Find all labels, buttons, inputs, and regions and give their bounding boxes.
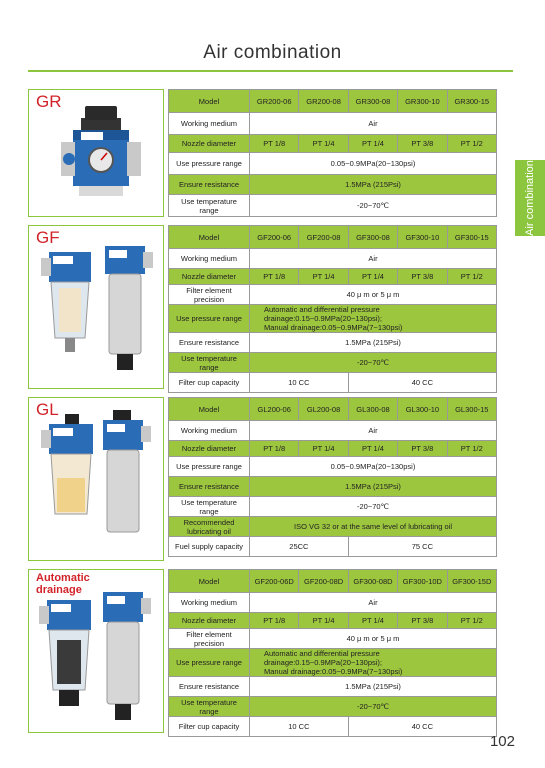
row-label: Recommended lubricating oil bbox=[169, 517, 250, 537]
header-cell: GF300-15D bbox=[447, 570, 496, 593]
row-label: Working medium bbox=[169, 593, 250, 613]
title-rule bbox=[28, 70, 513, 72]
table-row bbox=[169, 457, 497, 477]
row-label: Use pressure range bbox=[169, 305, 250, 333]
section-gf bbox=[28, 225, 497, 389]
table-row bbox=[169, 593, 497, 613]
row-label: Nozzle diameter bbox=[169, 135, 250, 153]
header-cell: GR300-08 bbox=[348, 90, 397, 113]
table-row bbox=[169, 373, 497, 393]
header-cell: GL300-10 bbox=[398, 398, 447, 421]
header-cell: GR300-15 bbox=[447, 90, 496, 113]
product-image-box bbox=[28, 225, 164, 389]
row-value: PT 1/8 bbox=[250, 269, 299, 285]
table-row bbox=[169, 353, 497, 373]
header-cell: GL300-15 bbox=[447, 398, 496, 421]
row-label: Nozzle diameter bbox=[169, 269, 250, 285]
row-value: PT 1/2 bbox=[447, 613, 496, 629]
product-label-gr: GR bbox=[36, 92, 62, 111]
label-line: Automatic bbox=[36, 572, 90, 584]
row-value: -20~70℃ bbox=[250, 697, 497, 717]
pressure-line-manual: Manual drainage:0.05~0.9MPa(7~130psi) bbox=[264, 667, 403, 676]
row-value: PT 1/8 bbox=[250, 441, 299, 457]
header-cell: GF300-10D bbox=[398, 570, 447, 593]
row-value: 40 μ m or 5 μ m bbox=[250, 629, 497, 649]
row-value: PT 1/2 bbox=[447, 441, 496, 457]
row-value: 1.5MPa (215Psi) bbox=[250, 477, 497, 497]
row-value bbox=[250, 305, 497, 333]
row-label: Use temperature range bbox=[169, 195, 250, 217]
row-value: 0.05~0.9MPa(20~130psi) bbox=[250, 457, 497, 477]
table-row bbox=[169, 269, 497, 285]
table-header-row bbox=[169, 90, 497, 113]
row-label: Working medium bbox=[169, 249, 250, 269]
row-label: Filter cup capacity bbox=[169, 373, 250, 393]
row-value: Air bbox=[250, 249, 497, 269]
section-gl bbox=[28, 397, 497, 561]
row-value: PT 1/4 bbox=[348, 613, 397, 629]
table-row bbox=[169, 285, 497, 305]
row-value: Air bbox=[250, 593, 497, 613]
table-row bbox=[169, 333, 497, 353]
row-value: PT 1/4 bbox=[299, 613, 348, 629]
header-cell: GF200-08 bbox=[299, 226, 348, 249]
table-row bbox=[169, 497, 497, 517]
table-row bbox=[169, 677, 497, 697]
row-value: PT 1/4 bbox=[299, 135, 348, 153]
row-value: 1.5MPa (215Psi) bbox=[250, 677, 497, 697]
table-row bbox=[169, 649, 497, 677]
header-cell: GF200-06D bbox=[250, 570, 299, 593]
row-label: Ensure resistance bbox=[169, 677, 250, 697]
table-row bbox=[169, 441, 497, 457]
row-value: PT 1/4 bbox=[348, 135, 397, 153]
header-cell: Model bbox=[169, 570, 250, 593]
row-value: 75 CC bbox=[348, 537, 496, 557]
row-value: PT 1/4 bbox=[348, 269, 397, 285]
pressure-line-automatic: Automatic and differential pressure drainage:0.15~0.9MPa(20~130psi); bbox=[264, 649, 383, 667]
row-value: PT 3/8 bbox=[398, 613, 447, 629]
label-line: drainage bbox=[36, 584, 82, 596]
section-automatic-drainage bbox=[28, 569, 497, 733]
row-label: Ensure resistance bbox=[169, 477, 250, 497]
spec-table-gr bbox=[168, 89, 497, 217]
row-value: PT 1/4 bbox=[299, 269, 348, 285]
filter-illustration bbox=[29, 226, 163, 388]
table-row bbox=[169, 113, 497, 135]
row-value: PT 1/2 bbox=[447, 135, 496, 153]
product-image-box bbox=[28, 569, 164, 733]
header-cell: GR200-06 bbox=[250, 90, 299, 113]
row-value: PT 3/8 bbox=[398, 441, 447, 457]
row-label: Filter cup capacity bbox=[169, 717, 250, 737]
spec-table-automatic-drainage bbox=[168, 569, 497, 737]
row-value: 40 CC bbox=[348, 717, 496, 737]
row-label: Use temperature range bbox=[169, 697, 250, 717]
row-value: 40 CC bbox=[348, 373, 496, 393]
product-image-box bbox=[28, 89, 164, 217]
header-cell: Model bbox=[169, 226, 250, 249]
row-value: PT 1/4 bbox=[348, 441, 397, 457]
table-row bbox=[169, 717, 497, 737]
table-row bbox=[169, 421, 497, 441]
table-header-row bbox=[169, 398, 497, 421]
pressure-line-manual: Manual drainage:0.05~0.9MPa(7~130psi) bbox=[264, 323, 403, 332]
row-value: 1.5MPa (215Psi) bbox=[250, 333, 497, 353]
row-label: Working medium bbox=[169, 421, 250, 441]
row-label: Nozzle diameter bbox=[169, 613, 250, 629]
header-cell: GL200-08 bbox=[299, 398, 348, 421]
header-cell: GF300-10 bbox=[398, 226, 447, 249]
row-label: Use temperature range bbox=[169, 353, 250, 373]
row-value: 0.05~0.9MPa(20~130psi) bbox=[250, 153, 497, 175]
table-row bbox=[169, 537, 497, 557]
row-label: Ensure resistance bbox=[169, 175, 250, 195]
row-value: 10 CC bbox=[250, 717, 349, 737]
row-value: 40 μ m or 5 μ m bbox=[250, 285, 497, 305]
row-value: PT 1/8 bbox=[250, 613, 299, 629]
table-row bbox=[169, 135, 497, 153]
header-cell: GF300-08 bbox=[348, 226, 397, 249]
spec-table-gl bbox=[168, 397, 497, 557]
product-label-gf: GF bbox=[36, 228, 60, 247]
pressure-line-automatic: Automatic and differential pressure drainage:0.15~0.9MPa(20~130psi); bbox=[264, 305, 383, 323]
header-cell: GF300-08D bbox=[348, 570, 397, 593]
row-value: Air bbox=[250, 421, 497, 441]
row-value: PT 1/2 bbox=[447, 269, 496, 285]
row-value: PT 3/8 bbox=[398, 269, 447, 285]
row-label: Use pressure range bbox=[169, 649, 250, 677]
header-cell: GR300-10 bbox=[398, 90, 447, 113]
product-label-gl: GL bbox=[36, 400, 59, 419]
header-cell: Model bbox=[169, 398, 250, 421]
side-tab-label: Air combination bbox=[524, 160, 536, 236]
header-cell: GR200-08 bbox=[299, 90, 348, 113]
row-label: Nozzle diameter bbox=[169, 441, 250, 457]
header-cell: GF200-06 bbox=[250, 226, 299, 249]
table-row bbox=[169, 477, 497, 497]
row-value: 1.5MPa (215Psi) bbox=[250, 175, 497, 195]
lubricator-illustration bbox=[29, 398, 163, 560]
row-value: -20~70℃ bbox=[250, 497, 497, 517]
row-label: Use pressure range bbox=[169, 457, 250, 477]
table-row bbox=[169, 249, 497, 269]
table-row bbox=[169, 195, 497, 217]
row-label: Use temperature range bbox=[169, 497, 250, 517]
row-value: PT 1/8 bbox=[250, 135, 299, 153]
table-header-row bbox=[169, 226, 497, 249]
row-label: Working medium bbox=[169, 113, 250, 135]
table-row bbox=[169, 629, 497, 649]
table-row bbox=[169, 517, 497, 537]
row-value: -20~70℃ bbox=[250, 195, 497, 217]
header-cell: GL300-08 bbox=[348, 398, 397, 421]
page-number: 102 bbox=[489, 733, 515, 750]
section-gr bbox=[28, 89, 497, 217]
header-cell: GF300-15 bbox=[447, 226, 496, 249]
page-title: Air combination bbox=[203, 42, 342, 63]
row-value bbox=[250, 649, 497, 677]
row-label: Fuel supply capacity bbox=[169, 537, 250, 557]
table-row bbox=[169, 613, 497, 629]
product-image-box bbox=[28, 397, 164, 561]
table-row bbox=[169, 697, 497, 717]
header-cell: GF200-08D bbox=[299, 570, 348, 593]
side-tab bbox=[515, 160, 545, 236]
table-row bbox=[169, 175, 497, 195]
table-row bbox=[169, 305, 497, 333]
row-value: -20~70℃ bbox=[250, 353, 497, 373]
header-cell: GL200-06 bbox=[250, 398, 299, 421]
row-value: 25CC bbox=[250, 537, 349, 557]
row-label: Ensure resistance bbox=[169, 333, 250, 353]
row-value: ISO VG 32 or at the same level of lubricating oil bbox=[250, 517, 497, 537]
product-label-automatic-drainage bbox=[36, 572, 90, 596]
row-label: Use pressure range bbox=[169, 153, 250, 175]
row-value: 10 CC bbox=[250, 373, 349, 393]
row-value: PT 3/8 bbox=[398, 135, 447, 153]
row-label: Filter element precision bbox=[169, 285, 250, 305]
header-cell: Model bbox=[169, 90, 250, 113]
spec-table-gf bbox=[168, 225, 497, 393]
table-row bbox=[169, 153, 497, 175]
table-header-row bbox=[169, 570, 497, 593]
row-label: Filter element precision bbox=[169, 629, 250, 649]
row-value: PT 1/4 bbox=[299, 441, 348, 457]
row-value: Air bbox=[250, 113, 497, 135]
